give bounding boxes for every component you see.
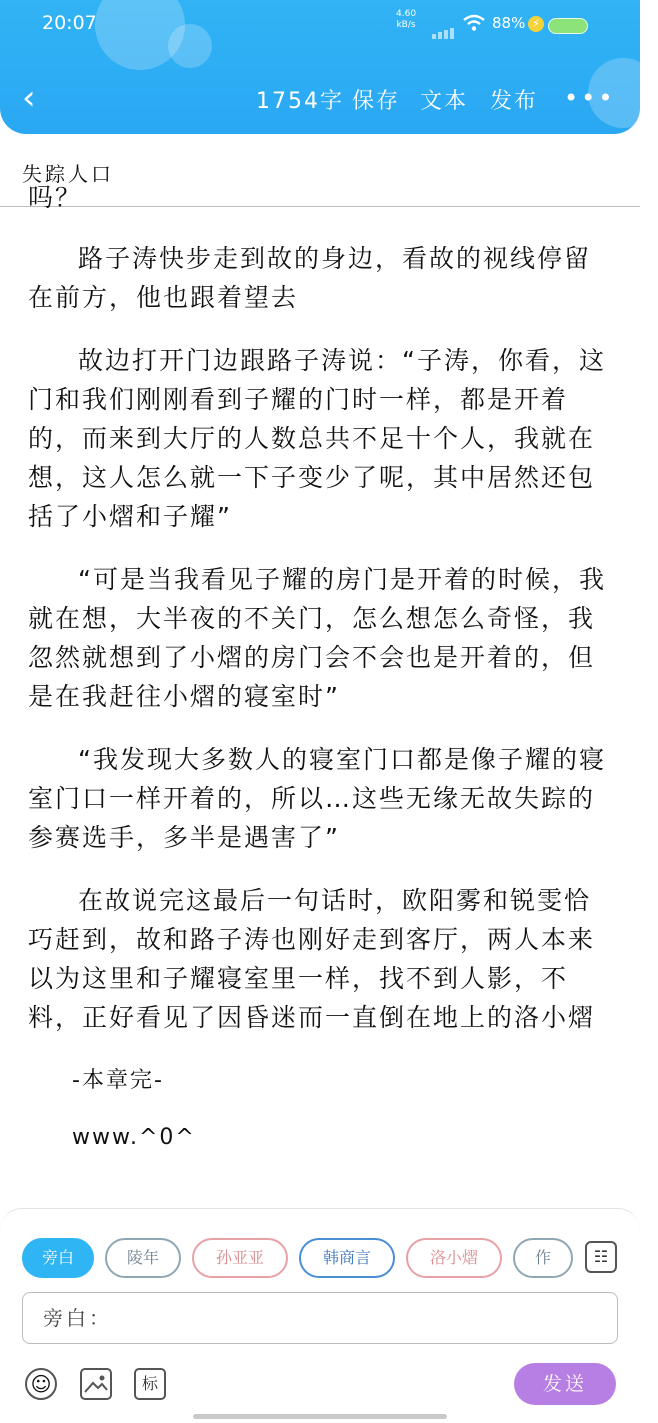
- chapter-end-mark: -本章完-: [72, 1068, 164, 1093]
- role-chip[interactable]: 洛小熠: [406, 1238, 502, 1278]
- contact-card-icon[interactable]: ☷: [585, 1241, 617, 1273]
- role-chip[interactable]: 陵年: [105, 1238, 181, 1278]
- role-chip[interactable]: 孙亚亚: [192, 1238, 288, 1278]
- back-icon[interactable]: ‹: [22, 78, 36, 118]
- wifi-icon: [462, 14, 486, 36]
- charging-icon: ⚡: [528, 16, 544, 32]
- top-header: [0, 0, 640, 134]
- send-button[interactable]: 发送: [514, 1363, 616, 1405]
- text-button[interactable]: 文本: [420, 89, 469, 114]
- signal-icon: [432, 20, 456, 39]
- footer-mark: www.^0^: [72, 1125, 196, 1150]
- role-chip-narrator[interactable]: 旁白: [22, 1238, 94, 1278]
- save-button[interactable]: 保存: [352, 89, 401, 114]
- publish-button[interactable]: 发布: [490, 89, 539, 114]
- role-chip[interactable]: 韩商言: [299, 1238, 395, 1278]
- net-speed-value: 4.60: [396, 9, 417, 19]
- battery-percent: 88%: [492, 14, 526, 32]
- chapter-content[interactable]: [28, 183, 614, 1205]
- status-time: 20:07: [42, 12, 97, 34]
- paragraph: 故边打开门边跟路子涛说：“子涛，你看，这门和我们刚刚看到子耀的门时一样，都是开着的，而来到大厅的人数总共不足十个人，我就在想，这人怎么就一下子变少了呢，其中居然还包括了小熠和子耀”: [28, 346, 606, 531]
- role-chip[interactable]: 作: [513, 1238, 573, 1278]
- dialogue-input[interactable]: 旁白：: [22, 1292, 618, 1344]
- image-icon[interactable]: [80, 1368, 112, 1400]
- paragraph: 路子涛快步走到故的身边，看故的视线停留在前方，他也跟着望去: [28, 244, 592, 312]
- editor-toolbar: [0, 78, 640, 122]
- dialogue-editor-panel: [0, 1208, 640, 1423]
- chapter-title: 失踪人口: [22, 162, 114, 186]
- emoji-icon[interactable]: ☺: [25, 1368, 57, 1400]
- home-indicator[interactable]: [193, 1414, 447, 1419]
- battery-icon: [548, 18, 588, 34]
- role-chip-list[interactable]: [22, 1238, 582, 1278]
- word-count: 1754字: [256, 89, 344, 114]
- status-bar: [0, 9, 640, 40]
- paragraph: “可是当我看见子耀的房门是开着的时候，我就在想，大半夜的不关门，怎么想怎么奇怪，我忽然就想到了小熠的房门会不会也是开着的，但是在我赶往小熠的寝室时”: [28, 565, 606, 711]
- paragraph: 在故说完这最后一句话时，欧阳雾和锐雯恰巧赶到，故和路子涛也刚好走到客厅，两人本来以为这里和子耀寝室里一样，找不到人影，不料，正好看见了因昏迷而一直倒在地上的洛小熠: [28, 886, 596, 1032]
- tag-icon[interactable]: 标: [134, 1368, 166, 1400]
- more-icon[interactable]: •••: [564, 84, 616, 112]
- text-fragment: 吗？: [28, 183, 83, 212]
- network-speed: [396, 9, 416, 31]
- net-speed-unit: kB/s: [396, 20, 416, 30]
- paragraph: “我发现大多数人的寝室门口都是像子耀的寝室门口一样开着的，所以…这些无缘无故失踪的参赛选手，多半是遇害了”: [28, 745, 606, 852]
